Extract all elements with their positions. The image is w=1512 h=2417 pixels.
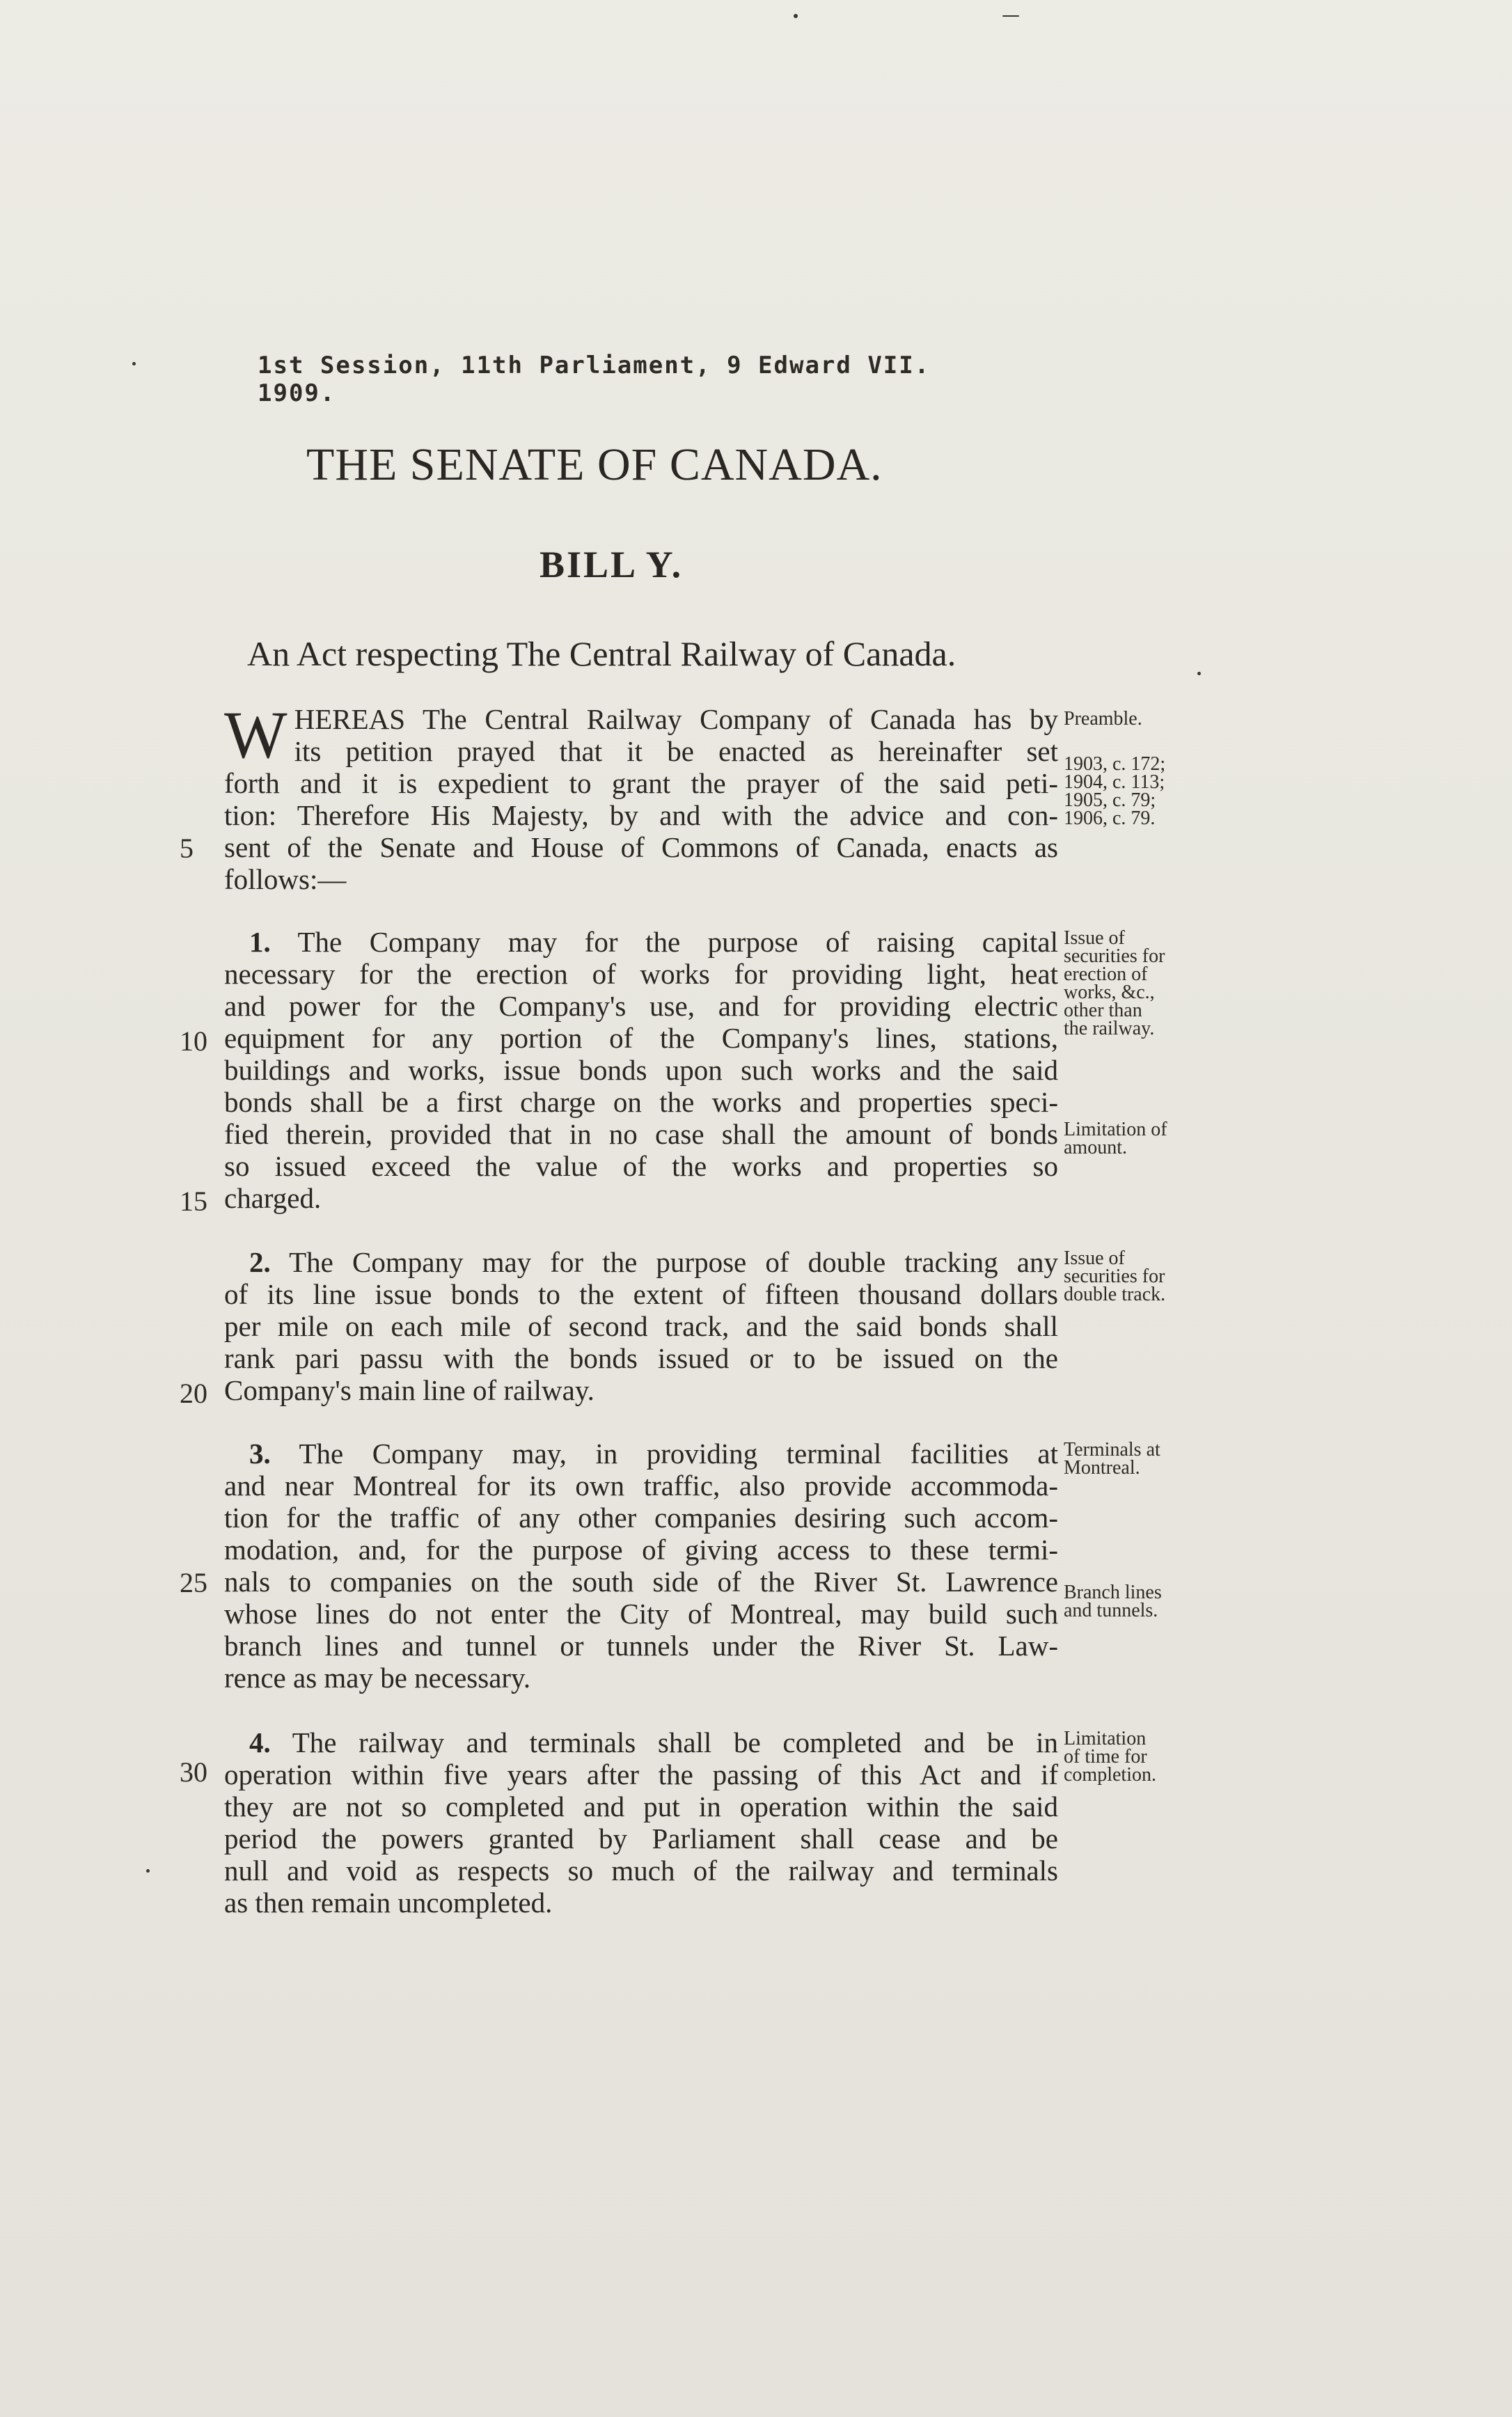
margin-note-line: Limitation (1064, 1728, 1147, 1749)
section-3 (224, 1438, 1058, 1694)
section-2 (224, 1246, 1058, 1406)
margin-note-issue-of-securities (1064, 929, 1203, 1038)
session-header: 1st Session, 11th Parliament, 9 Edward VII. 1909. (258, 352, 931, 407)
margin-note-line: Limitation of (1064, 1119, 1167, 1140)
section-line: bonds shall be a first charge on the works and properties speci- (224, 1086, 1058, 1118)
section-line: branch lines and tunnel or tunnels under the River St. Law- (224, 1630, 1058, 1662)
margin-note-line: Branch lines (1064, 1582, 1162, 1603)
margin-note-line: completion. (1064, 1764, 1156, 1786)
margin-note-line: 1903, c. 172; (1064, 753, 1166, 775)
section-line (224, 1438, 1058, 1470)
section-line: rank pari passu with the bonds issued or to be issued on the (224, 1342, 1058, 1374)
paper-speck (146, 1869, 150, 1873)
section-1 (224, 926, 1058, 1214)
margin-note-line: other than (1064, 1000, 1142, 1021)
preamble-line: forth and it is expedient to grant the prayer of the said peti- (224, 767, 1058, 799)
section-number: 2. (249, 1246, 271, 1278)
act-title: An Act respecting The Central Railway of Canada. (247, 634, 956, 673)
line-number: 30 (180, 1756, 207, 1788)
section-line: of its line issue bonds to the extent of fifteen thousand dollars (224, 1278, 1058, 1310)
section-line: tion for the traffic of any other companies desiring such accom- (224, 1502, 1058, 1534)
section-4 (224, 1726, 1058, 1919)
line-number: 25 (180, 1567, 207, 1598)
line-number: 5 (180, 833, 194, 864)
margin-note-preamble: Preamble. (1064, 708, 1142, 730)
margin-note-line: and tunnels. (1064, 1600, 1158, 1621)
margin-note-line: Issue of (1064, 927, 1125, 949)
section-line: they are not so completed and put in operation within the said (224, 1790, 1058, 1822)
section-line: so issued exceed the value of the works and properties so (224, 1150, 1058, 1182)
section-text: The Company may for the purpose of raising capital (297, 926, 1058, 958)
bill-number: BILL Y. (540, 544, 684, 585)
margin-note-double-track (1064, 1247, 1203, 1305)
section-line: necessary for the erection of works for providing light, heat (224, 958, 1058, 990)
margin-note-line: 1906, c. 79. (1064, 808, 1156, 829)
margin-note-line: 1904, c. 113; (1064, 771, 1165, 793)
section-text: The Company may, in providing terminal facilities at (299, 1438, 1059, 1470)
paper-speck (794, 14, 798, 18)
margin-note-line: double track. (1064, 1284, 1166, 1305)
margin-note-line: works, &c., (1064, 982, 1155, 1003)
paper-speck (132, 362, 136, 365)
section-line: and near Montreal for its own traffic, also provide accommoda- (224, 1470, 1058, 1502)
line-number: 20 (180, 1378, 207, 1409)
section-line: equipment for any portion of the Company's lines, stations, (224, 1022, 1058, 1054)
margin-note-terminals (1064, 1441, 1203, 1477)
section-line: Company's main line of railway. (224, 1374, 594, 1406)
section-line: null and void as respects so much of the railway and terminals (224, 1855, 1058, 1887)
section-line: fied therein, provided that in no case shall the amount of bonds (224, 1118, 1058, 1150)
section-line: modation, and, for the purpose of giving access to these termi- (224, 1534, 1058, 1566)
section-line (224, 926, 1058, 958)
section-line: rence as may be necessary. (224, 1662, 531, 1694)
preamble-line: sent of the Senate and House of Commons of Canada, enacts as (224, 831, 1058, 863)
paper-speck (1197, 672, 1201, 675)
margin-note-line: securities for (1064, 1266, 1165, 1287)
margin-note-line: Issue of (1064, 1247, 1125, 1269)
preamble-line: follows:— (224, 863, 347, 895)
section-line: as then remain uncompleted. (224, 1887, 553, 1919)
margin-note-line: erection of (1064, 963, 1148, 985)
section-line (224, 1246, 1058, 1278)
margin-note-line: Terminals at (1064, 1439, 1160, 1461)
section-line: whose lines do not enter the City of Montreal, may build such (224, 1598, 1058, 1630)
preamble-line: tion: Therefore His Majesty, by and with the advice and con- (224, 799, 1058, 831)
line-number: 15 (180, 1186, 207, 1217)
section-number: 3. (249, 1438, 271, 1470)
margin-note-limitation-of-amount (1064, 1121, 1203, 1157)
institution-heading: THE SENATE OF CANADA. (306, 439, 883, 490)
section-line: per mile on each mile of second track, and the said bonds shall (224, 1310, 1058, 1342)
section-line: and power for the Company's use, and for providing electric (224, 990, 1058, 1022)
margin-note-line: securities for (1064, 945, 1165, 967)
section-line: operation within five years after the passing of this Act and if (224, 1758, 1058, 1790)
margin-note-line: 1905, c. 79; (1064, 789, 1156, 811)
line-number: 10 (180, 1025, 207, 1057)
section-number: 1. (249, 926, 271, 958)
margin-note-limitation-of-time (1064, 1730, 1203, 1784)
section-line: nals to companies on the south side of the River St. Lawrence (224, 1566, 1058, 1598)
section-text: The Company may for the purpose of double tracking any (289, 1246, 1058, 1278)
section-line (224, 1726, 1058, 1758)
margin-note-line: Montreal. (1064, 1457, 1140, 1479)
margin-note-branch-lines (1064, 1584, 1203, 1620)
section-line: charged. (224, 1182, 322, 1214)
preamble-line: its petition prayed that it be enacted as hereinafter set (294, 735, 1058, 767)
paper-speck (1002, 15, 1019, 17)
preamble-line: HEREAS The Central Railway Company of Canada has by (294, 703, 1058, 735)
section-text: The railway and terminals shall be completed and be in (292, 1726, 1058, 1758)
section-line: period the powers granted by Parliament shall cease and be (224, 1822, 1058, 1855)
drop-cap: W (224, 698, 288, 772)
preamble (224, 698, 1058, 895)
section-line: buildings and works, issue bonds upon such works and the said (224, 1054, 1058, 1086)
section-number: 4. (249, 1726, 271, 1758)
margin-note-line: of time for (1064, 1746, 1147, 1768)
margin-note-line: the railway. (1064, 1018, 1155, 1039)
margin-note-line: amount. (1064, 1137, 1127, 1158)
margin-note-statutes (1064, 755, 1203, 828)
